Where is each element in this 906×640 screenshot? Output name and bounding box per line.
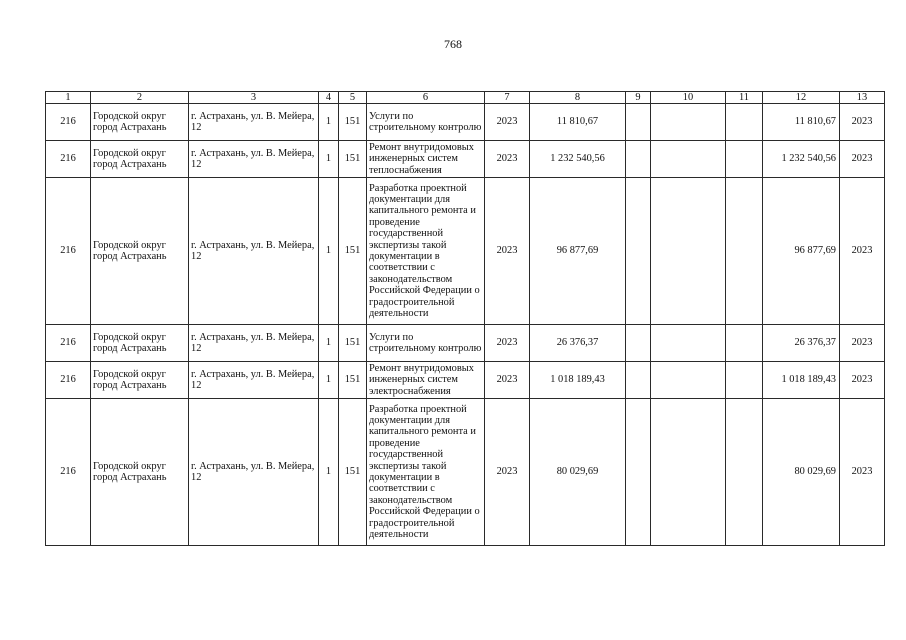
header-row	[46, 92, 885, 104]
cell-number: 216	[46, 141, 91, 178]
cell-year: 2023	[485, 325, 530, 362]
cell-col9	[626, 325, 651, 362]
column-header: 1	[46, 92, 91, 104]
cell-address: г. Астрахань, ул. В. Мейера, 12	[189, 178, 319, 325]
cell-address: г. Астрахань, ул. В. Мейера, 12	[189, 104, 319, 141]
cell-col4: 1	[319, 178, 339, 325]
cell-col9	[626, 104, 651, 141]
cell-cost: 1 018 189,43	[530, 362, 626, 399]
cell-cost: 11 810,67	[530, 104, 626, 141]
cell-col10	[651, 178, 726, 325]
data-table	[45, 91, 885, 546]
column-header: 10	[651, 92, 726, 104]
cell-col4: 1	[319, 141, 339, 178]
cell-col10	[651, 362, 726, 399]
table-row	[46, 362, 885, 399]
column-header: 8	[530, 92, 626, 104]
cell-total: 26 376,37	[763, 325, 840, 362]
cell-col9	[626, 141, 651, 178]
cell-total: 80 029,69	[763, 399, 840, 546]
cell-col10	[651, 104, 726, 141]
column-header: 6	[367, 92, 485, 104]
cell-work-type: Услуги по строительному контролю	[367, 104, 485, 141]
cell-col11	[726, 141, 763, 178]
cell-year: 2023	[485, 141, 530, 178]
cell-col11	[726, 325, 763, 362]
cell-total: 1 232 540,56	[763, 141, 840, 178]
column-header: 7	[485, 92, 530, 104]
cell-municipality: Городской округ город Астрахань	[91, 362, 189, 399]
cell-work-type: Разработка проектной документации для капитального ремонта и проведение государственной экспертизы такой документации в соответствии с законодательством Российской Федерации о градостроительной деятельности	[367, 178, 485, 325]
cell-col9	[626, 178, 651, 325]
cell-total: 96 877,69	[763, 178, 840, 325]
cell-cost: 80 029,69	[530, 399, 626, 546]
column-header: 3	[189, 92, 319, 104]
cell-col4: 1	[319, 362, 339, 399]
cell-number: 216	[46, 104, 91, 141]
cell-col5: 151	[339, 399, 367, 546]
cell-year: 2023	[485, 104, 530, 141]
cell-col10	[651, 399, 726, 546]
column-header: 5	[339, 92, 367, 104]
table-row	[46, 104, 885, 141]
cell-work-type: Услуги по строительному контролю	[367, 325, 485, 362]
table-row	[46, 178, 885, 325]
cell-col5: 151	[339, 141, 367, 178]
cell-col5: 151	[339, 325, 367, 362]
cell-col11	[726, 104, 763, 141]
cell-col5: 151	[339, 362, 367, 399]
cell-col10	[651, 141, 726, 178]
cell-col10	[651, 325, 726, 362]
cell-address: г. Астрахань, ул. В. Мейера, 12	[189, 325, 319, 362]
cell-col5: 151	[339, 104, 367, 141]
column-header: 12	[763, 92, 840, 104]
cell-municipality: Городской округ город Астрахань	[91, 399, 189, 546]
cell-number: 216	[46, 325, 91, 362]
cell-municipality: Городской округ город Астрахань	[91, 141, 189, 178]
cell-year: 2023	[485, 178, 530, 325]
cell-address: г. Астрахань, ул. В. Мейера, 12	[189, 141, 319, 178]
cell-end-year: 2023	[840, 362, 885, 399]
column-header: 11	[726, 92, 763, 104]
cell-col11	[726, 399, 763, 546]
cell-address: г. Астрахань, ул. В. Мейера, 12	[189, 399, 319, 546]
cell-year: 2023	[485, 399, 530, 546]
cell-cost: 26 376,37	[530, 325, 626, 362]
cell-total: 11 810,67	[763, 104, 840, 141]
cell-municipality: Городской округ город Астрахань	[91, 104, 189, 141]
cell-number: 216	[46, 399, 91, 546]
cell-year: 2023	[485, 362, 530, 399]
column-header: 9	[626, 92, 651, 104]
table-row	[46, 399, 885, 546]
cell-end-year: 2023	[840, 104, 885, 141]
cell-cost: 96 877,69	[530, 178, 626, 325]
cell-col9	[626, 399, 651, 546]
cell-col4: 1	[319, 399, 339, 546]
cell-work-type: Ремонт внутридомовых инженерных систем теплоснабжения	[367, 141, 485, 178]
cell-col9	[626, 362, 651, 399]
cell-cost: 1 232 540,56	[530, 141, 626, 178]
column-header: 4	[319, 92, 339, 104]
page-number: 768	[444, 37, 462, 51]
table-header	[46, 92, 885, 104]
cell-col11	[726, 362, 763, 399]
cell-work-type: Разработка проектной документации для капитального ремонта и проведение государственной экспертизы такой документации в соответствии с законодательством Российской Федерации о градостроительной деятельности	[367, 399, 485, 546]
cell-end-year: 2023	[840, 325, 885, 362]
cell-number: 216	[46, 362, 91, 399]
cell-col4: 1	[319, 325, 339, 362]
table-row	[46, 141, 885, 178]
cell-municipality: Городской округ город Астрахань	[91, 325, 189, 362]
cell-number: 216	[46, 178, 91, 325]
cell-address: г. Астрахань, ул. В. Мейера, 12	[189, 362, 319, 399]
table-row	[46, 325, 885, 362]
cell-municipality: Городской округ город Астрахань	[91, 178, 189, 325]
cell-work-type: Ремонт внутридомовых инженерных систем электроснабжения	[367, 362, 485, 399]
column-header: 2	[91, 92, 189, 104]
cell-total: 1 018 189,43	[763, 362, 840, 399]
cell-col4: 1	[319, 104, 339, 141]
column-header: 13	[840, 92, 885, 104]
cell-end-year: 2023	[840, 141, 885, 178]
cell-col11	[726, 178, 763, 325]
cell-end-year: 2023	[840, 399, 885, 546]
cell-col5: 151	[339, 178, 367, 325]
cell-end-year: 2023	[840, 178, 885, 325]
